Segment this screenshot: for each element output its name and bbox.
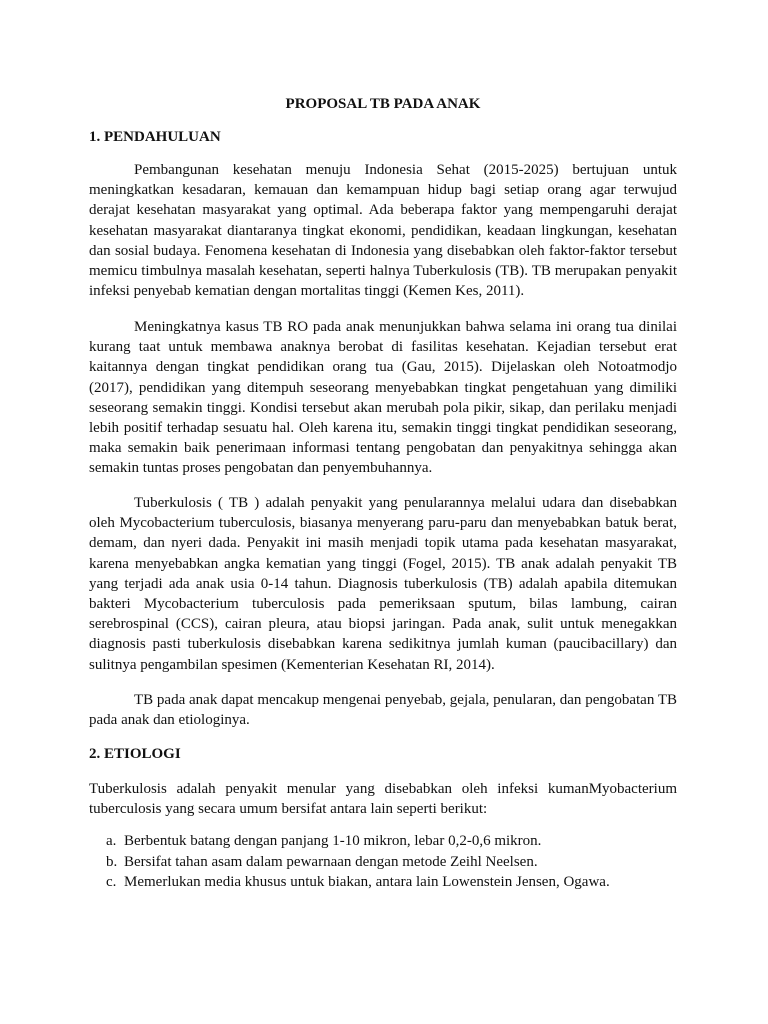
section-heading-etiologi: 2. ETIOLOGI: [89, 746, 181, 762]
list-item-text: Berbentuk batang dengan panjang 1-10 mikron, lebar 0,2-0,6 mikron.: [124, 833, 542, 849]
document-title: PROPOSAL TB PADA ANAK: [285, 96, 481, 112]
list-marker: a.: [106, 833, 117, 849]
paragraph-2: Meningkatnya kasus TB RO pada anak menunjukkan bahwa selama ini orang tua dinilai kurang taat untuk membawa anaknya berobat di fasilitas kesehatan. Kejadian tersebut erat kaitannya dengan tingkat pendidikan orang tua (Gau, 2015). Dijelaskan oleh Notoatmodjo (2017), pendidikan yang ditempuh seseorang menyebabkan tingkat pengetahuan yang dimiliki seseorang semakin tinggi. Kondisi tersebut akan merubah pola pikir, sikap, dan perilaku menjadi lebih positif terhadap sesuatu hal. Oleh karena itu, semakin tinggi tingkat pendidikan seseorang, maka semakin baik penerimaan informasi tentang pengobatan dan penyakitnya sehingga akan semakin tuntas proses pengobatan dan penyembuhannya.: [89, 319, 677, 477]
paragraph-1: Pembangunan kesehatan menuju Indonesia Sehat (2015-2025) bertujuan untuk meningkatkan kesadaran, kemauan dan kemampuan hidup bagi setiap orang agar terwujud derajat kesehatan masyarakat yang optimal. Ada beberapa faktor yang mempengaruhi derajat kesehatan masyarakat diantaranya tingkat ekonomi, pendidikan, keadaan lingkungan, kesehatan dan sosial budaya. Fenomena kesehatan di Indonesia yang disebabkan oleh faktor-faktor tersebut memicu timbulnya masalah kesehatan, seperti halnya Tuberkulosis (TB). TB merupakan penyakit infeksi penyebab kematian dengan mortalitas tinggi (Kemen Kes, 2011).: [89, 162, 677, 300]
paragraph-4: TB pada anak dapat mencakup mengenai penyebab, gejala, penularan, dan pengobatan TB pada anak dan etiologinya.: [89, 692, 677, 729]
list-item: [89, 852, 677, 873]
section-heading-pendahuluan: 1. PENDAHULUAN: [89, 129, 221, 145]
list-item: [89, 872, 677, 893]
list-item: [89, 831, 677, 852]
etiologi-intro: Tuberkulosis adalah penyakit menular yang disebabkan oleh infeksi kumanMyobacterium tuberculosis yang secara umum bersifat antara lain seperti berikut:: [89, 781, 677, 818]
etiologi-list: [89, 831, 677, 893]
list-item-text: Bersifat tahan asam dalam pewarnaan dengan metode Zeihl Neelsen.: [124, 853, 538, 870]
list-marker: c.: [106, 874, 117, 890]
paragraph-3: Tuberkulosis ( TB ) adalah penyakit yang penularannya melalui udara dan disebabkan oleh Mycobacterium tuberculosis, biasanya menyerang paru-paru dan menyebabkan batuk berat, demam, dan nyeri dada. Penyakit ini masih menjadi topik utama pada kesehatan masyarakat, karena menyebabkan angka kematian yang tinggi (Fogel, 2015). TB anak adalah penyakit TB yang terjadi ada anak usia 0-14 tahun. Diagnosis tuberkulosis (TB) adalah apabila ditemukan bakteri Mycobacterium tuberculosis pada pemeriksaan sputum, bilas lambung, cairan serebrospinal (CCS), cairan pleura, atau biopsi jaringan. Pada anak, sulit untuk menegakkan diagnosis pasti tuberkulosis disebabkan karena sedikitnya jumlah kuman (paucibacillary) dan sulitnya pengambilan spesimen (Kementerian Kesehatan RI, 2014).: [89, 495, 677, 673]
list-marker: b.: [106, 853, 118, 870]
list-item-text: Memerlukan media khusus untuk biakan, antara lain Lowenstein Jensen, Ogawa.: [124, 874, 610, 890]
